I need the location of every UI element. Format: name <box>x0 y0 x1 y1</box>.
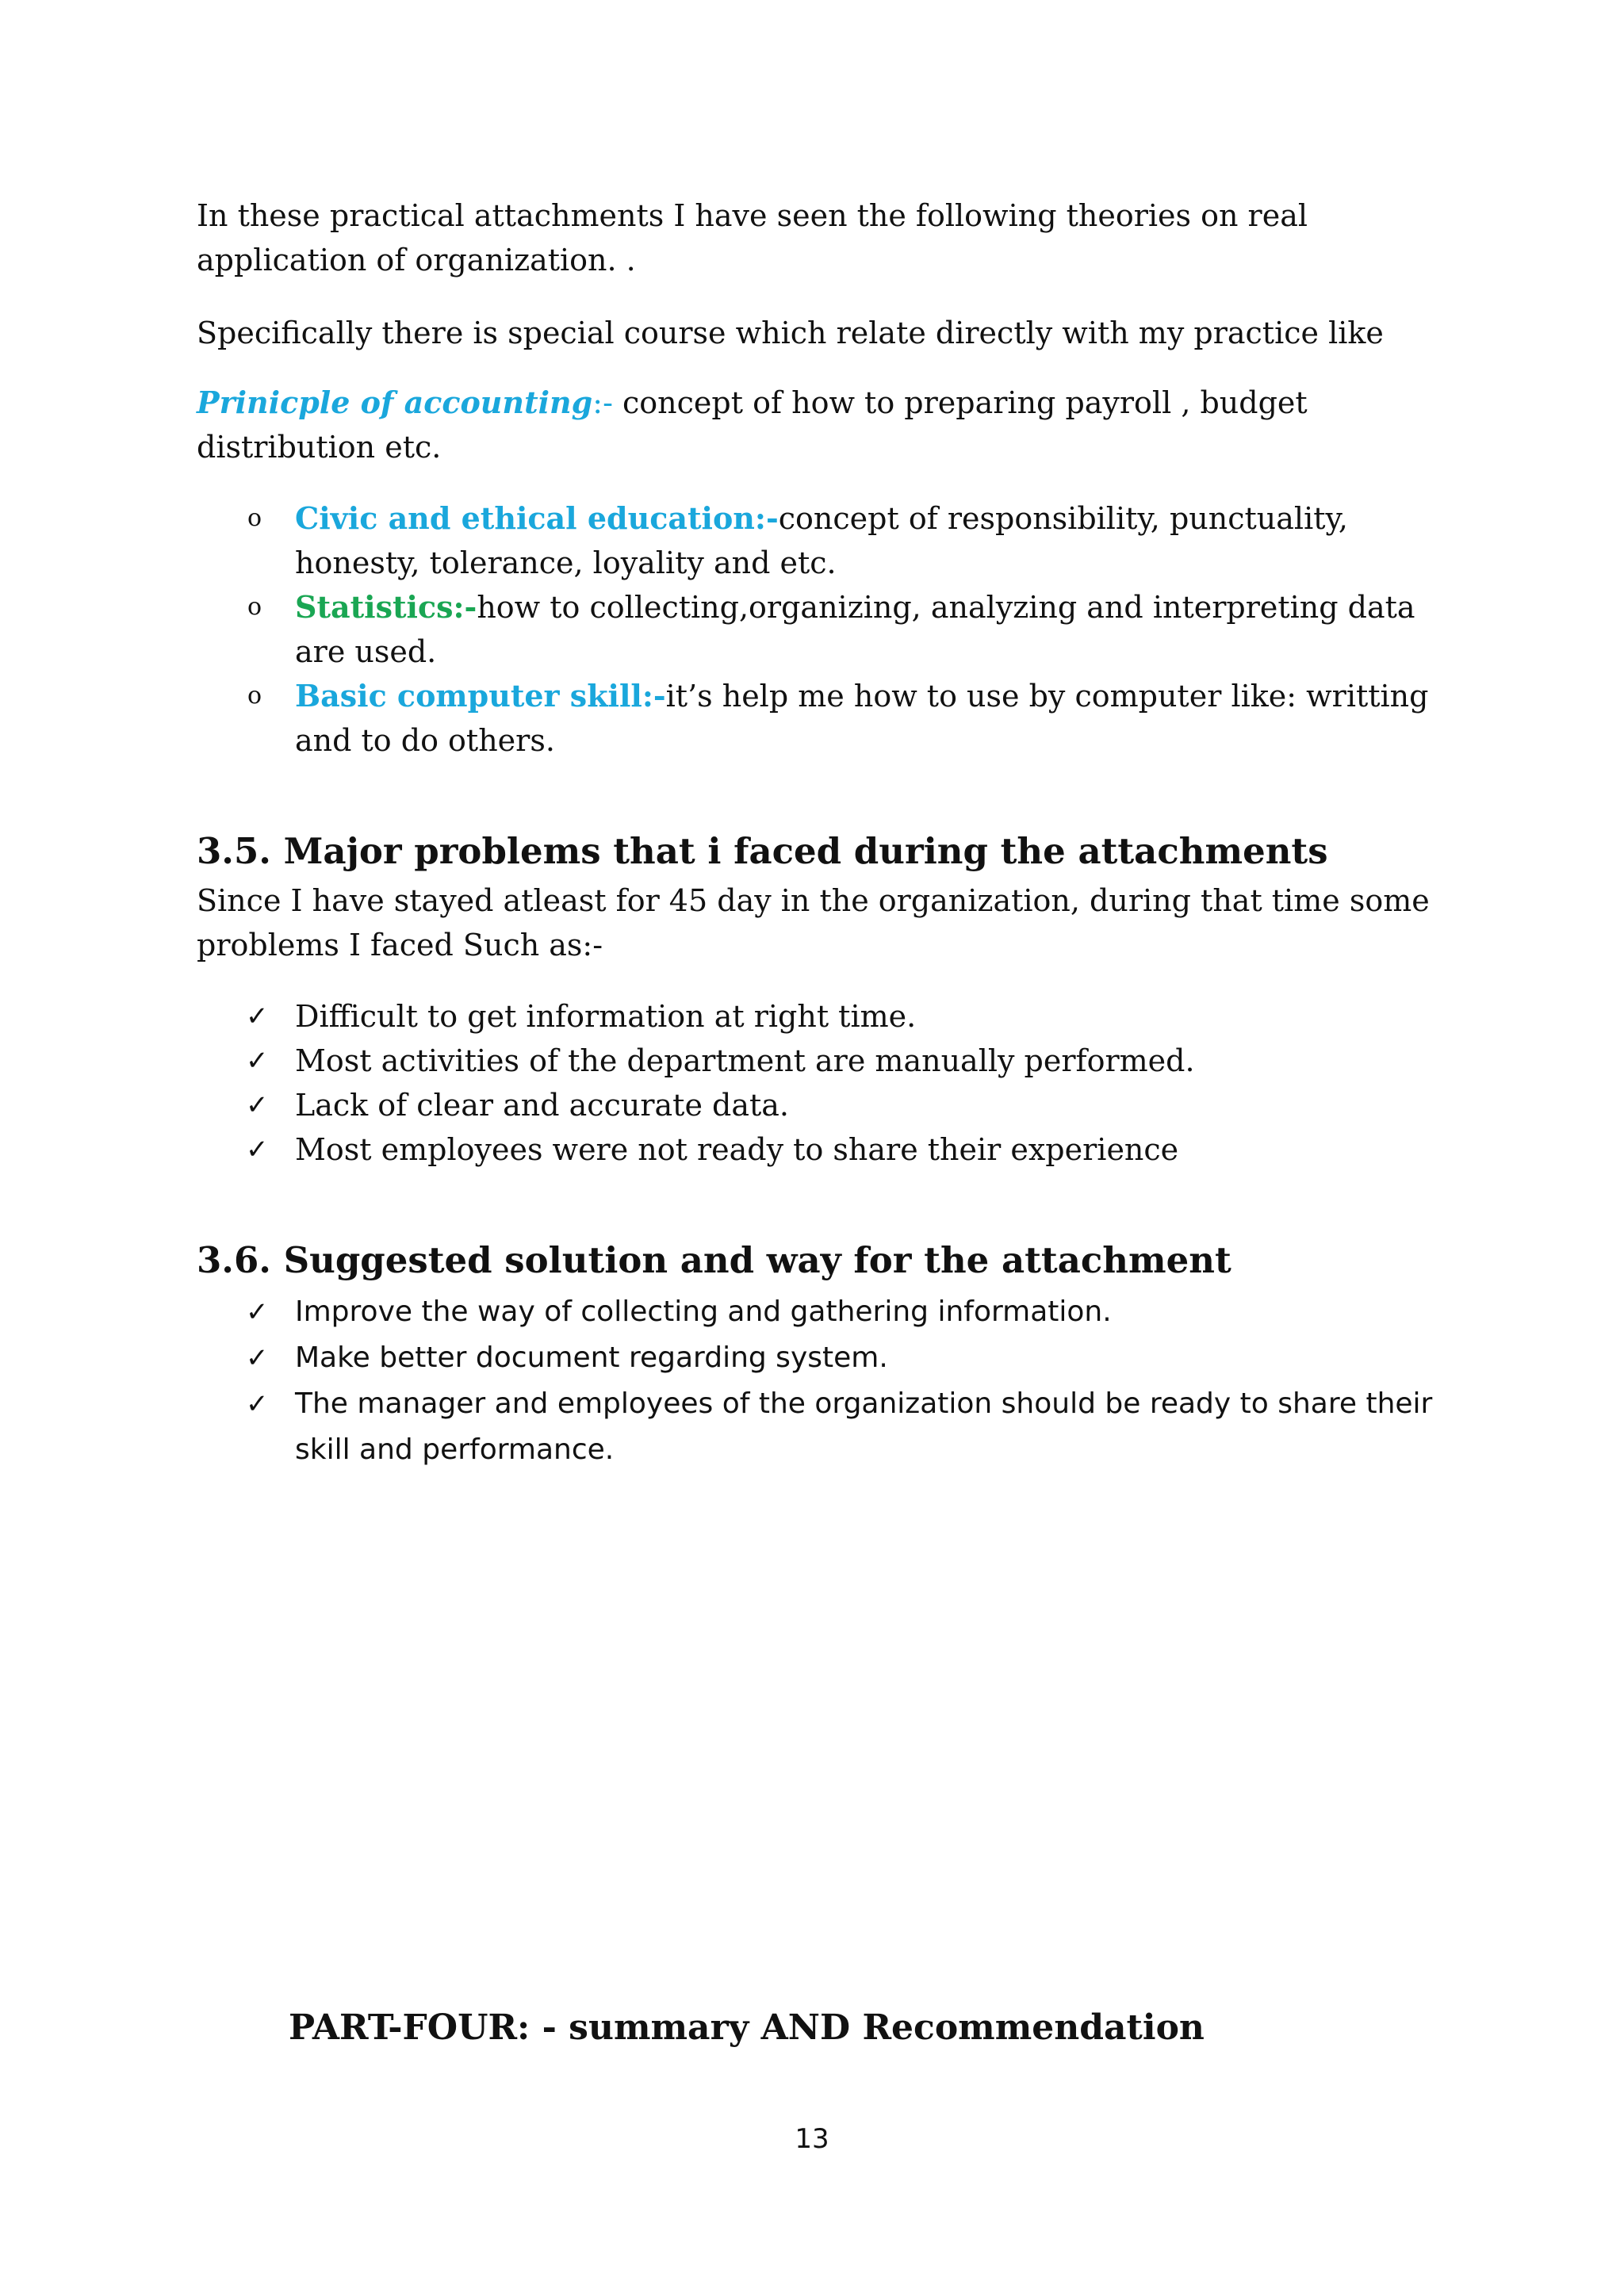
solution-text: Improve the way of collecting and gathering information. <box>295 1295 1112 1328</box>
accounting-paragraph <box>197 381 1434 469</box>
course-term: Civic and ethical education:- <box>295 500 779 536</box>
circle-bullet-icon: o <box>247 682 262 710</box>
checkmark-icon: ✓ <box>246 1388 269 1420</box>
checkmark-icon: ✓ <box>246 1342 269 1374</box>
list-item <box>197 496 1450 585</box>
list-item <box>197 585 1450 674</box>
solution-text: The manager and employees of the organization should be ready to share their skill and performance. <box>295 1387 1433 1466</box>
list-item <box>197 1127 1450 1172</box>
solutions-list <box>197 1289 1450 1473</box>
problems-list <box>197 994 1450 1172</box>
section-3-5-heading: 3.5. Major problems that i faced during the attachments <box>197 830 1328 872</box>
list-item <box>197 994 1450 1039</box>
section-3-5-intro: Since I have stayed atleast for 45 day in the organization, during that time some problems I faced Such as:- <box>197 883 1430 962</box>
problem-text: Most activities of the department are manually performed. <box>295 1043 1195 1078</box>
page-number: 13 <box>795 2123 829 2155</box>
accounting-suffix: :- <box>592 385 613 420</box>
circle-bullet-icon: o <box>247 593 262 621</box>
course-description: it’s help me how to use by computer like: writting and to do others. <box>295 679 1429 758</box>
checkmark-icon: ✓ <box>246 1296 269 1328</box>
accounting-term: Prinicple of accounting <box>197 385 593 420</box>
list-item <box>197 1039 1450 1083</box>
circle-bullet-icon: o <box>247 504 262 532</box>
list-item <box>197 1335 1450 1381</box>
list-item <box>197 1289 1450 1335</box>
checkmark-icon: ✓ <box>246 1089 269 1121</box>
checkmark-icon: ✓ <box>246 1134 269 1165</box>
list-item <box>197 674 1450 763</box>
problem-text: Difficult to get information at right time. <box>295 999 917 1034</box>
problem-text: Most employees were not ready to share their experience <box>295 1132 1179 1167</box>
course-term: Basic computer skill:- <box>295 678 666 714</box>
course-description: concept of responsibility, punctuality, honesty, tolerance, loyality and etc. <box>295 501 1348 580</box>
problem-text: Lack of clear and accurate data. <box>295 1088 789 1123</box>
course-term: Statistics:- <box>295 589 477 625</box>
list-item <box>197 1083 1450 1127</box>
course-list <box>197 496 1450 763</box>
solution-text: Make better document regarding system. <box>295 1341 888 1374</box>
section-3-6-heading: 3.6. Suggested solution and way for the attachment <box>197 1239 1231 1281</box>
intro-paragraph-1: In these practical attachments I have seen the following theories on real application of organization. . <box>197 198 1308 277</box>
course-description: how to collecting,organizing, analyzing and interpreting data are used. <box>295 590 1415 669</box>
list-item <box>197 1381 1450 1473</box>
intro-paragraph-2: Specifically there is special course which relate directly with my practice like <box>197 316 1384 350</box>
checkmark-icon: ✓ <box>246 1045 269 1077</box>
part-four-heading: PART-FOUR: - summary AND Recommendation <box>289 2007 1205 2048</box>
accounting-description: concept of how to preparing payroll , budget distribution etc. <box>197 385 1308 465</box>
checkmark-icon: ✓ <box>246 1001 269 1032</box>
